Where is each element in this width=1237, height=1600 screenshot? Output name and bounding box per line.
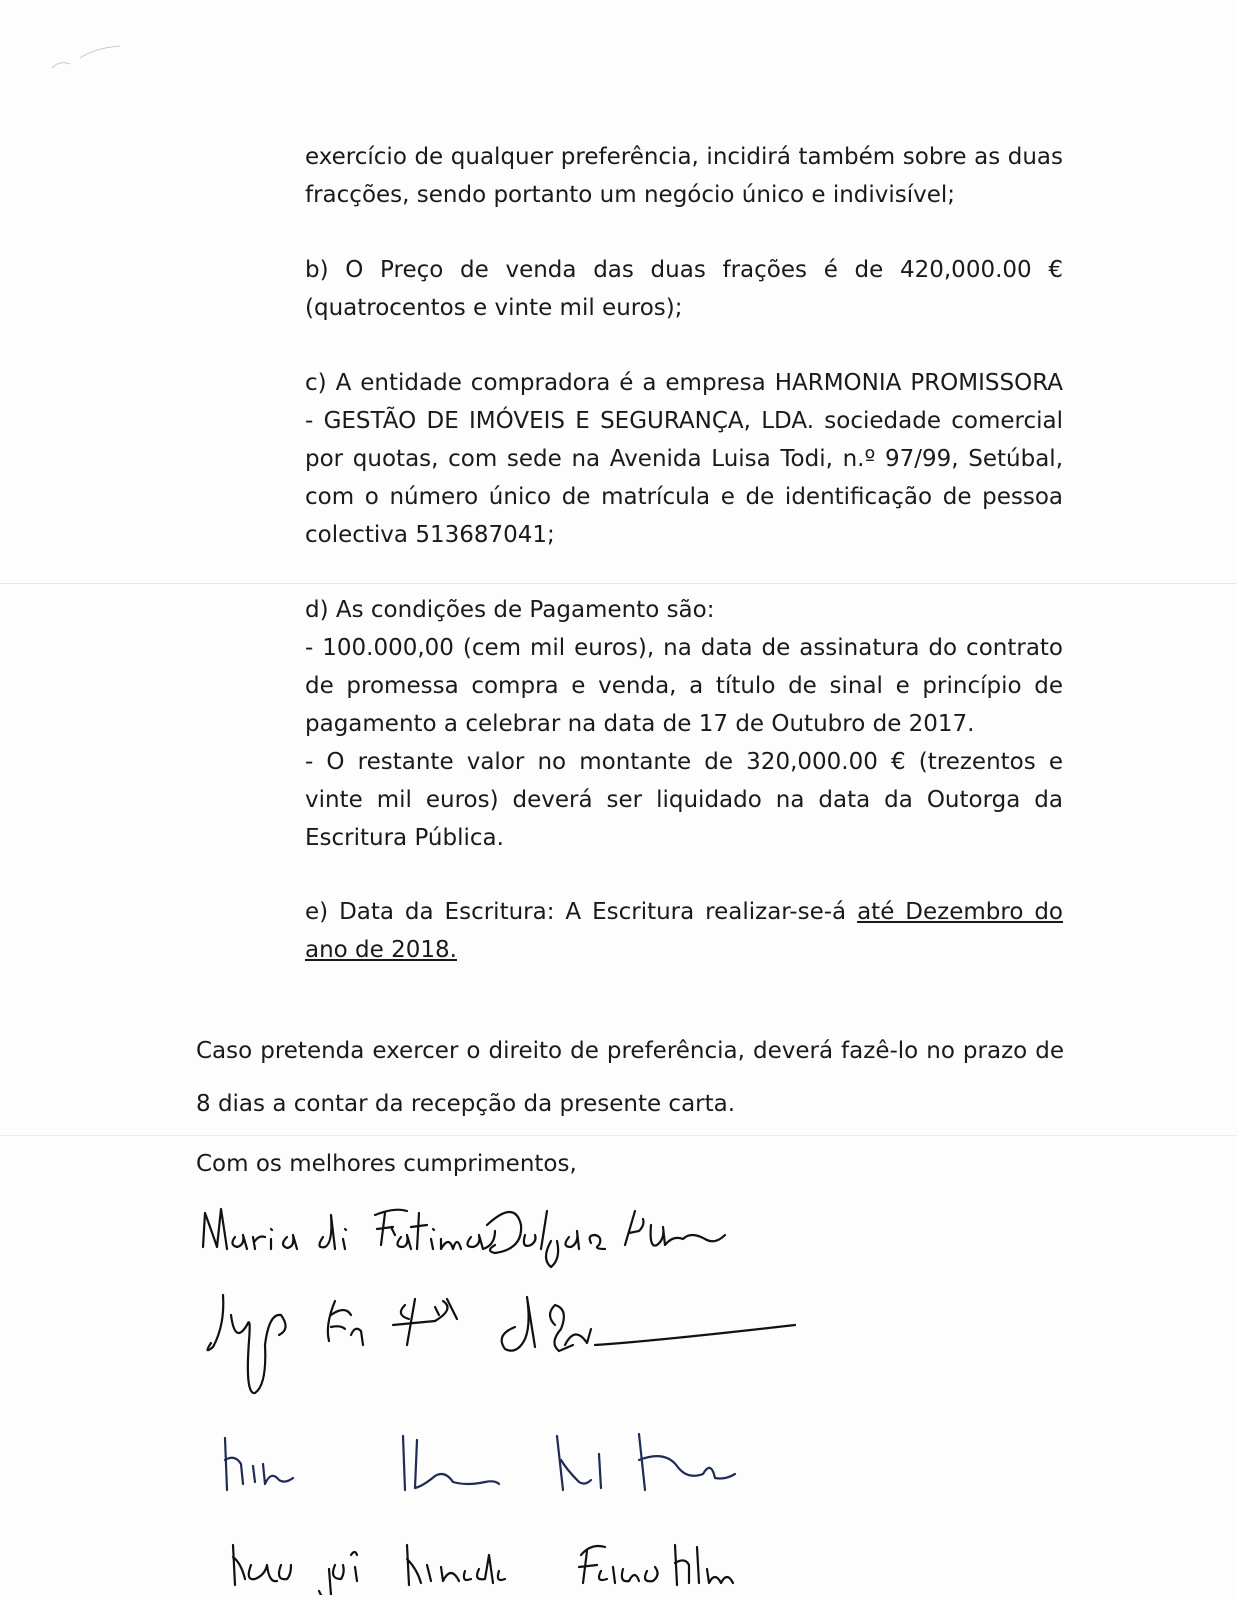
item-c-company: c) A entidade compradora é a empresa HARMONIA PROMISSORA - GESTÃO DE IMÓVEIS E SEGURANÇA, LDA. [305, 370, 1063, 434]
item-b [305, 251, 1063, 327]
item-c-company-details: sociedade comercial por quotas, com sede na Avenida Luisa Todi, n.º 97/99, Setúbal, com o número único de matrícula e de identificação de pessoa colectiva 513687041; [305, 408, 1063, 548]
paper-speck [50, 40, 130, 84]
closing-paragraph [196, 1025, 1064, 1131]
item-e [305, 893, 1063, 969]
signature-3 [195, 1430, 775, 1520]
paper-fold-line [0, 583, 1237, 584]
item-b-text: b) O Preço de venda das duas frações é de 420,000.00 € (quatrocentos e vinte mil euros); [305, 257, 1063, 321]
item-c-text [305, 364, 1063, 554]
item-d-heading: d) As condições de Pagamento são: [305, 597, 715, 623]
paper-fold-line [0, 1135, 1237, 1136]
closing-paragraph-text: Caso pretenda exercer o direito de preferência, deverá fazê-lo no prazo de 8 dias a contar da recepção da presente carta. [196, 1038, 1064, 1117]
item-e-text [305, 893, 1063, 969]
item-d-payment-2: - O restante valor no montante de 320,000.00 € (trezentos e vinte mil euros) deverá ser liquidado na data da Outorga da Escritura Pública. [305, 749, 1063, 851]
item-d [305, 591, 1063, 857]
item-e-deadline: até Dezembro do ano de 2018. [305, 899, 1064, 963]
signature-2 [195, 1285, 815, 1415]
item-e-prefix: e) Data da Escritura: A Escritura realizar-se-á [305, 899, 858, 925]
salutation-text: Com os melhores cumprimentos, [196, 1151, 577, 1177]
signature-1 [195, 1195, 755, 1275]
item-d-payment-1: - 100.000,00 (cem mil euros), na data de assinatura do contrato de promessa compra e venda, a título de sinal e princípio de pagamento a celebrar na data de 17 de Outubro de 2017. [305, 635, 1063, 737]
item-a-continuation [305, 138, 1063, 214]
item-a-text: exercício de qualquer preferência, incidirá também sobre as duas fracções, sendo portanto um negócio único e indivisível; [305, 144, 1063, 208]
salutation [196, 1145, 1064, 1183]
item-c [305, 364, 1063, 554]
signature-4 [195, 1535, 775, 1595]
